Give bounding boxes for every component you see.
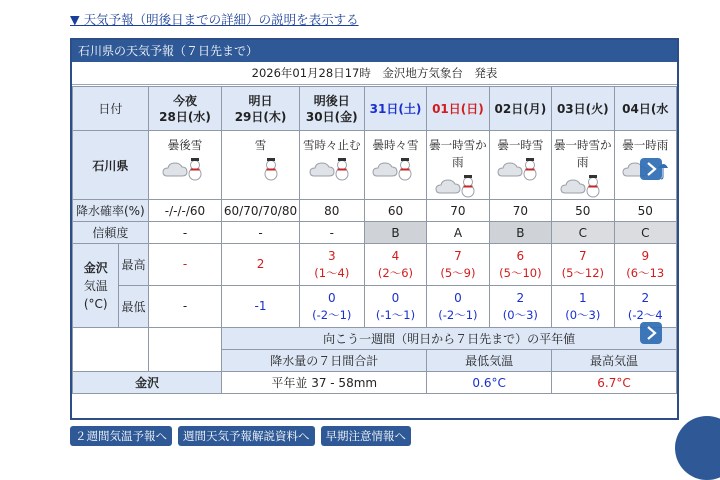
day-header-2 xyxy=(299,87,364,131)
max-temp-cell-3 xyxy=(364,244,426,286)
max-temp-value: - xyxy=(182,257,188,271)
reliability-cell-0: - xyxy=(148,222,222,244)
min-temp-value: 1 xyxy=(578,290,587,305)
forecast-explanation-toggle-link[interactable]: ▼ 天気予報（明後日までの詳細）の説明を表示する xyxy=(70,12,359,27)
pop-cell-3: 60 xyxy=(364,200,426,222)
forecast-table xyxy=(72,86,677,394)
max-temp-range: (5〜12) xyxy=(561,265,605,280)
pop-cell-7: 50 xyxy=(614,200,676,222)
cloud-sometimes-snow-icon xyxy=(372,156,418,182)
reliability-cell-5: B xyxy=(489,222,551,244)
weather-cell-0 xyxy=(148,131,222,200)
day-header-7 xyxy=(614,87,676,131)
reliability-cell-3: B xyxy=(364,222,426,244)
min-temp-cell-6 xyxy=(552,286,614,328)
day-label: 01日(日) xyxy=(432,101,484,116)
min-temp-value: 0 xyxy=(454,290,462,305)
max-temp-cell-2 xyxy=(299,244,364,286)
next-arrow-button-weather[interactable] xyxy=(640,158,662,180)
day-header-3 xyxy=(364,87,426,131)
cloud-snow-or-rain-icon xyxy=(435,173,481,199)
min-temp-value: -1 xyxy=(254,299,267,313)
min-temp-cell-5 xyxy=(489,286,551,328)
day-header-6 xyxy=(552,87,614,131)
cloud-then-snow-icon xyxy=(162,156,208,182)
min-temp-cell-3 xyxy=(364,286,426,328)
day-label: 今夜 xyxy=(172,93,197,108)
day-date: 30日(金) xyxy=(305,109,358,124)
min-temp-cell-2 xyxy=(299,286,364,328)
region-label: 石川県 xyxy=(73,131,149,200)
reliability-label: 信頼度 xyxy=(73,222,149,244)
max-temp-cell-6 xyxy=(552,244,614,286)
normals-max-value: 6.7°C xyxy=(552,372,677,394)
city-name: 金沢 xyxy=(83,260,108,275)
pop-label: 降水確率(%) xyxy=(73,200,149,222)
weather-text: 曇後雪 xyxy=(167,138,203,152)
day-label: 02日(月) xyxy=(494,101,547,116)
min-temp-value: 2 xyxy=(516,290,525,305)
forecast-title: 石川県の天気予報（７日先まで） xyxy=(72,40,677,62)
max-temp-cell-7 xyxy=(614,244,676,286)
weather-text: 曇時々雪 xyxy=(372,138,419,152)
next-arrow-button-temp[interactable] xyxy=(640,322,662,344)
reliability-cell-6: C xyxy=(552,222,614,244)
max-temp-cell-5 xyxy=(489,244,551,286)
date-label: 日付 xyxy=(73,87,149,131)
max-temp-value: 7 xyxy=(578,248,587,263)
min-temp-range: (-1〜1) xyxy=(375,307,416,322)
weather-text: 曇一時雪 xyxy=(497,138,544,152)
min-temp-range: (-2〜1) xyxy=(438,307,478,322)
snow-icon xyxy=(238,156,284,182)
reliability-cell-4: A xyxy=(427,222,489,244)
cloud-occasional-snow-icon xyxy=(497,156,543,182)
min-temp-value: 0 xyxy=(391,290,400,305)
normals-min-label: 最低気温 xyxy=(427,350,552,372)
min-temp-range: (-2〜1) xyxy=(312,307,352,322)
max-temp-range: (5〜9) xyxy=(440,265,476,280)
weather-text: 曇一時雪か雨 xyxy=(554,138,612,169)
normals-precip-value: 平年並 37 - 58mm xyxy=(222,372,427,394)
min-temp-value: 2 xyxy=(641,290,650,305)
min-temp-value: - xyxy=(182,299,188,313)
day-header-5 xyxy=(489,87,551,131)
weather-text: 曇一時雨 xyxy=(622,138,669,152)
bottom-links xyxy=(70,426,411,446)
pop-cell-0: -/-/-/60 xyxy=(148,200,222,222)
min-temp-range: (0〜3) xyxy=(565,307,601,322)
day-date: 29日(木) xyxy=(234,109,287,124)
forecast-panel xyxy=(70,38,679,420)
max-temp-range: (6〜13 xyxy=(626,265,665,280)
min-temp-cell-1 xyxy=(222,286,299,328)
snow-sometimes-stop-icon xyxy=(309,156,355,182)
temp-word: 気温 xyxy=(83,278,108,293)
chevron-right-icon xyxy=(645,162,657,176)
weekly-forecast-materials-button[interactable]: 週間天気予報解説資料へ xyxy=(178,426,315,446)
max-temp-cell-4 xyxy=(427,244,489,286)
reliability-cell-2: - xyxy=(299,222,364,244)
reliability-cell-1: - xyxy=(222,222,299,244)
max-temp-value: 7 xyxy=(454,248,462,263)
temp-unit: (°C) xyxy=(83,296,108,311)
day-label: 31日(土) xyxy=(369,101,422,116)
normals-blank xyxy=(73,328,149,372)
weather-cell-3 xyxy=(364,131,426,200)
issued-info: 2026年01月28日17時 金沢地方気象台 発表 xyxy=(72,62,677,85)
pop-cell-1: 60/70/70/80 xyxy=(222,200,299,222)
city-temp-label xyxy=(73,244,119,328)
day-header-4 xyxy=(427,87,489,131)
max-label: 最高 xyxy=(119,244,148,286)
day-label: 明日 xyxy=(248,93,273,108)
normals-min-value: 0.6°C xyxy=(427,372,552,394)
normals-max-label: 最高気温 xyxy=(552,350,677,372)
min-temp-cell-0 xyxy=(148,286,222,328)
normals-precip-label: 降水量の７日間合計 xyxy=(222,350,427,372)
pop-cell-2: 80 xyxy=(299,200,364,222)
weather-cell-1 xyxy=(222,131,299,200)
pop-cell-5: 70 xyxy=(489,200,551,222)
min-label: 最低 xyxy=(119,286,148,328)
reliability-cell-7: C xyxy=(614,222,676,244)
pop-cell-6: 50 xyxy=(552,200,614,222)
normals-blank-2 xyxy=(148,328,222,372)
max-temp-value: 6 xyxy=(516,248,525,263)
day-label: 明後日 xyxy=(313,93,350,108)
cloud-snow-or-rain-icon xyxy=(560,173,606,199)
early-warning-button[interactable]: 早期注意情報へ xyxy=(321,426,412,446)
weather-text: 曇一時雪か雨 xyxy=(429,138,487,169)
max-temp-range: (2〜6) xyxy=(377,265,414,280)
max-temp-value: 2 xyxy=(256,257,265,271)
min-temp-range: (-2〜4 xyxy=(627,307,663,322)
weather-cell-4 xyxy=(427,131,489,200)
page-top-button[interactable] xyxy=(675,416,720,480)
max-temp-cell-1 xyxy=(222,244,299,286)
max-temp-value: 9 xyxy=(641,248,650,263)
weather-cell-6 xyxy=(552,131,614,200)
day-label: 03日(火) xyxy=(556,101,609,116)
max-temp-value: 4 xyxy=(391,248,400,263)
weather-text: 雪時々止む xyxy=(303,138,361,152)
weather-cell-5 xyxy=(489,131,551,200)
day-date: 28日(水) xyxy=(159,109,211,124)
two-week-forecast-button[interactable]: ２週間気温予報へ xyxy=(70,426,172,446)
normals-city: 金沢 xyxy=(73,372,222,394)
max-temp-range: (5〜10) xyxy=(499,265,542,280)
day-label: 04日(水 xyxy=(622,101,669,116)
min-temp-value: 0 xyxy=(327,290,336,305)
day-header-0 xyxy=(148,87,222,131)
max-temp-value: 3 xyxy=(327,248,336,263)
day-header-1 xyxy=(222,87,299,131)
weather-text: 雪 xyxy=(254,138,267,152)
min-temp-cell-4 xyxy=(427,286,489,328)
chevron-right-icon xyxy=(645,326,657,340)
min-temp-range: (0〜3) xyxy=(502,307,538,322)
max-temp-range: (1〜4) xyxy=(314,265,350,280)
max-temp-cell-0 xyxy=(148,244,222,286)
weather-cell-2 xyxy=(299,131,364,200)
pop-cell-4: 70 xyxy=(427,200,489,222)
normals-title: 向こう一週間（明日から７日先まで）の平年値 xyxy=(222,328,677,350)
